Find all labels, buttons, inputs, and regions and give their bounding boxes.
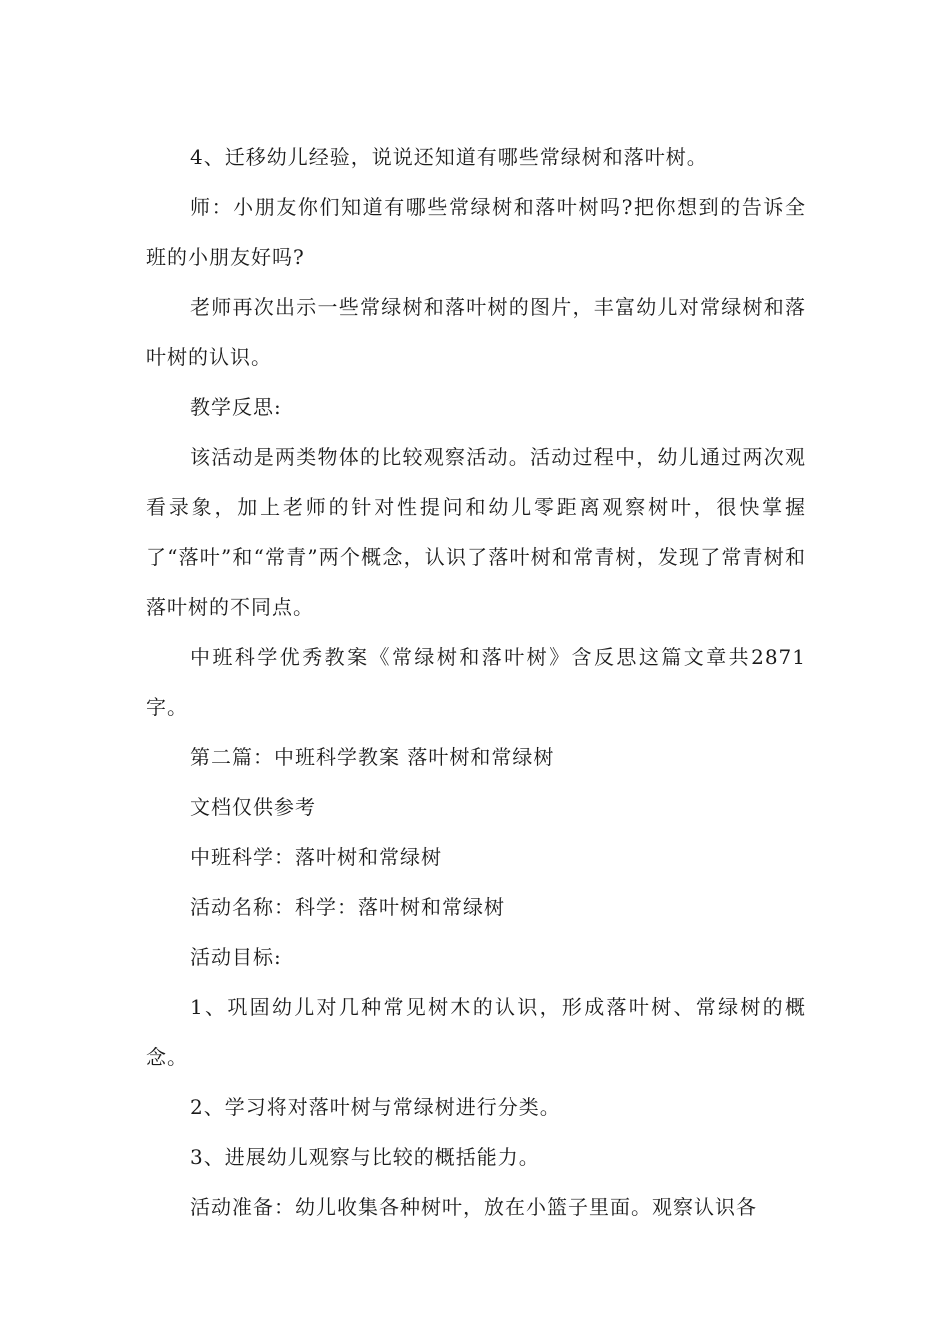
paragraph-activity-name: 活动名称：科学：落叶树和常绿树 xyxy=(190,895,505,919)
list-item-goal-1: 1、巩固幼儿对几种常见树木的认识，形成落叶树、常绿树的概念。 xyxy=(146,995,806,1069)
heading-second-article: 第二篇：中班科学教案 落叶树和常绿树 xyxy=(190,745,555,769)
list-item-goal-2: 2、学习将对落叶树与常绿树进行分类。 xyxy=(190,1095,561,1119)
paragraph-word-count: 中班科学优秀教案《常绿树和落叶树》含反思这篇文章共2871字。 xyxy=(146,645,806,719)
paragraph-transfer-experience: 4、迁移幼儿经验，说说还知道有哪些常绿树和落叶树。 xyxy=(190,145,708,169)
paragraph-class-subject: 中班科学：落叶树和常绿树 xyxy=(190,845,442,869)
paragraph-reflection-body: 该活动是两类物体的比较观察活动。活动过程中，幼儿通过两次观看录象，加上老师的针对性提问和幼儿零距离观察树叶，很快掌握了“落叶”和“常青”两个概念，认识了落叶树和常青树，发现了常青树和落叶树的不同点。 xyxy=(146,445,806,619)
document-page xyxy=(146,132,806,1232)
heading-teaching-reflection: 教学反思: xyxy=(190,395,282,419)
list-item-goal-3: 3、进展幼儿观察与比较的概括能力。 xyxy=(190,1145,540,1169)
paragraph-teacher-question: 师：小朋友你们知道有哪些常绿树和落叶树吗?把你想到的告诉全班的小朋友好吗? xyxy=(146,195,806,269)
paragraph-show-pictures: 老师再次出示一些常绿树和落叶树的图片，丰富幼儿对常绿树和落叶树的认识。 xyxy=(146,295,806,369)
paragraph-activity-preparation: 活动准备：幼儿收集各种树叶，放在小篮子里面。观察认识各 xyxy=(190,1195,757,1219)
paragraph-reference-note: 文档仅供参考 xyxy=(190,795,316,819)
heading-activity-goals: 活动目标: xyxy=(190,945,282,969)
